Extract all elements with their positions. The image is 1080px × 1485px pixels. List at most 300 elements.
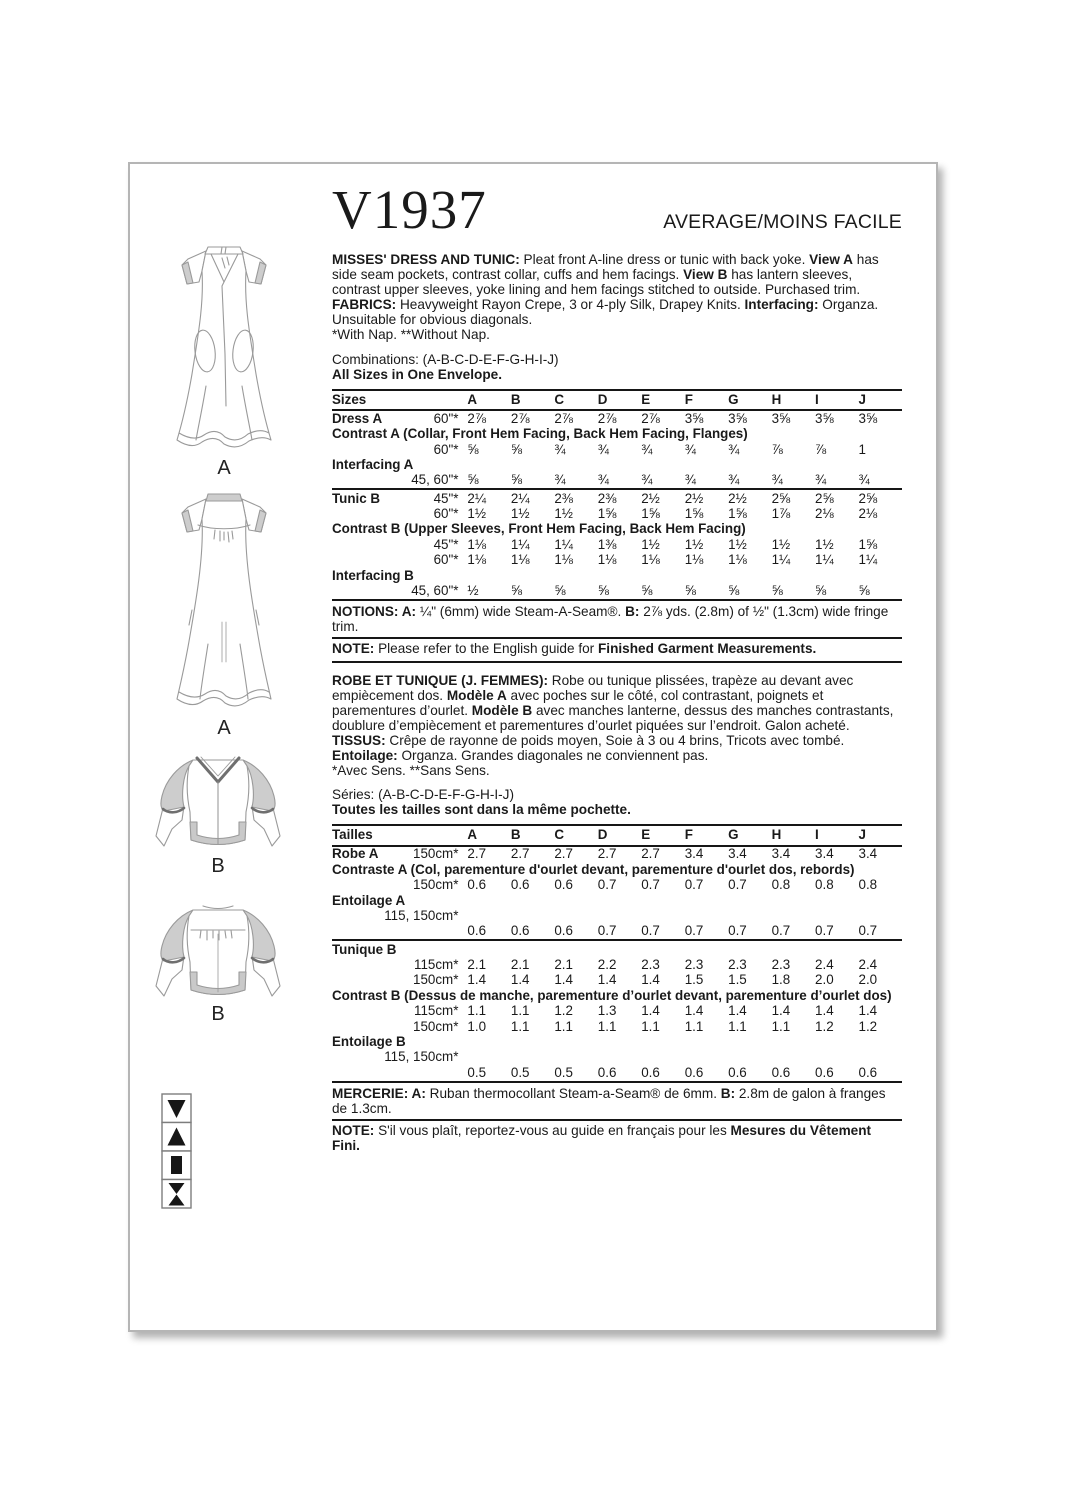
yardage-value bbox=[728, 908, 771, 923]
yardage-value: 2.3 bbox=[641, 957, 660, 973]
row-label-and-width bbox=[332, 553, 467, 567]
rich-text-bold: MISSES' DRESS AND TUNIC: bbox=[332, 252, 524, 267]
yardage-value: 1¼ bbox=[771, 552, 791, 568]
fabric-width: 60"* bbox=[433, 410, 459, 426]
english-notions bbox=[332, 604, 902, 634]
yardage-value: 1.1 bbox=[510, 1018, 530, 1034]
yardage-value: 1¼ bbox=[815, 552, 834, 568]
yardage-value bbox=[554, 908, 597, 923]
yardage-value: 1.4 bbox=[554, 972, 573, 988]
tunic-b-front-illustration bbox=[153, 752, 283, 854]
table-row-label bbox=[332, 1019, 467, 1034]
table-header-size: J bbox=[859, 390, 903, 410]
yardage-value: 0.6 bbox=[771, 1064, 791, 1080]
table-group-label: Entoilage A bbox=[332, 892, 406, 908]
rich-text-bold: NOTIONS: A: bbox=[332, 603, 420, 619]
yardage-value: 1½ bbox=[510, 506, 530, 521]
row-label: Dress A bbox=[332, 410, 383, 426]
table-row bbox=[332, 457, 902, 472]
yardage-value: 0.6 bbox=[728, 1064, 747, 1080]
yardage-value: 1.2 bbox=[858, 1018, 878, 1034]
yardage-value: 1⅝ bbox=[728, 506, 747, 521]
table-row bbox=[332, 583, 902, 599]
yardage-value: ¾ bbox=[641, 472, 653, 488]
yardage-value: 2.0 bbox=[858, 972, 878, 988]
row-label: Robe A bbox=[332, 846, 379, 862]
yardage-value: 1.4 bbox=[815, 1003, 834, 1019]
table-group-label: Interfacing B bbox=[332, 567, 414, 583]
pattern-number: V1937 bbox=[332, 179, 487, 240]
yardage-value: 3⅝ bbox=[858, 410, 878, 426]
yardage-value: 3⅝ bbox=[771, 410, 791, 426]
yardage-value: 0.7 bbox=[771, 923, 791, 939]
table-group-label: Contrast A (Collar, Front Hem Facing, Back Hem Facing, Flanges) bbox=[332, 426, 748, 442]
yardage-value bbox=[511, 908, 554, 923]
fabric-width: 45, 60"* bbox=[411, 472, 459, 488]
yardage-value: 0.5 bbox=[467, 1064, 487, 1080]
rich-text: Organza. Grandes diagonales ne conviennent pas. bbox=[401, 748, 709, 763]
table-group-label: Contrast B (Upper Sleeves, Front Hem Facing, Back Hem Facing) bbox=[332, 521, 746, 537]
yardage-value bbox=[815, 1050, 858, 1065]
rich-text-bold: Modèle A bbox=[446, 687, 507, 703]
yardage-value: 0.8 bbox=[815, 877, 834, 893]
yardage-value: 1½ bbox=[771, 536, 791, 552]
yardage-value: 1¼ bbox=[858, 552, 878, 568]
yardage-value bbox=[772, 908, 815, 923]
yardage-value: 1½ bbox=[684, 536, 704, 552]
yardage-value: 1⅛ bbox=[641, 552, 660, 568]
yardage-value: 1.1 bbox=[771, 1018, 791, 1034]
rich-text-bold: Modèle B bbox=[471, 702, 533, 718]
yardage-value: 1.8 bbox=[771, 972, 791, 988]
fabric-width: 150cm* bbox=[413, 846, 459, 862]
french-yardage-table-slot bbox=[332, 824, 902, 1082]
yardage-value: ¾ bbox=[554, 472, 566, 488]
yardage-value: 0.6 bbox=[510, 923, 530, 939]
yardage-value: 0.8 bbox=[771, 877, 791, 893]
rich-text-bold: FABRICS: bbox=[332, 297, 400, 313]
english-description bbox=[332, 252, 902, 327]
yardage-value: ⅝ bbox=[815, 582, 827, 598]
yardage-value: 2⅝ bbox=[859, 489, 903, 506]
yardage-value: 1.1 bbox=[467, 1003, 487, 1019]
fabric-width: 115, 150cm* bbox=[384, 907, 459, 923]
table-header-size: A bbox=[467, 390, 510, 410]
table-row bbox=[332, 973, 902, 988]
table-header-size: B bbox=[511, 390, 554, 410]
table-header-size: I bbox=[815, 390, 858, 410]
row-label-and-width bbox=[332, 1004, 467, 1018]
yardage-value: 2¼ bbox=[511, 489, 554, 506]
yardage-value: ½ bbox=[467, 582, 479, 598]
yardage-value: 2.3 bbox=[684, 957, 704, 973]
yardage-value: 1½ bbox=[641, 536, 660, 552]
yardage-value bbox=[772, 1050, 815, 1065]
table-header-size: B bbox=[511, 825, 554, 845]
table-group-label: Contrast B (Dessus de manche, parementure d’ourlet devant, parementure d’ourlet dos) bbox=[332, 987, 892, 1003]
yardage-value: 2⅞ bbox=[510, 410, 530, 426]
main-content-column bbox=[332, 179, 902, 1154]
yardage-value: 3.4 bbox=[684, 846, 704, 862]
tunic-b-back-illustration bbox=[153, 902, 283, 1002]
rich-text-bold: Finished Garment Measurements. bbox=[597, 641, 817, 657]
table-header-size: F bbox=[685, 390, 728, 410]
yardage-value: 0.8 bbox=[858, 877, 878, 893]
yardage-value: ⅝ bbox=[510, 582, 523, 598]
table-row bbox=[332, 1034, 902, 1049]
yardage-value: 2⅜ bbox=[554, 489, 597, 506]
yardage-value bbox=[685, 908, 728, 923]
table-header-size: C bbox=[554, 825, 597, 845]
table-group-label: Interfacing A bbox=[332, 456, 414, 472]
yardage-value: 2½ bbox=[685, 489, 728, 506]
french-series: Séries: (A-B-C-D-E-F-G-H-I-J) bbox=[332, 787, 514, 803]
yardage-table bbox=[332, 389, 902, 601]
table-header-size: G bbox=[728, 390, 771, 410]
yardage-value: 1.4 bbox=[771, 1003, 791, 1019]
table-row bbox=[332, 489, 902, 506]
table-row bbox=[332, 568, 902, 583]
yardage-value: 0.6 bbox=[597, 1064, 617, 1080]
yardage-value: 1.4 bbox=[641, 972, 660, 988]
yardage-value: 0.6 bbox=[815, 1064, 834, 1080]
yardage-value: 0.7 bbox=[684, 923, 704, 939]
table-row-label bbox=[332, 489, 467, 506]
rich-text: ¼" (6mm) wide Steam-A-Seam®. bbox=[419, 603, 626, 619]
table-row bbox=[332, 1004, 902, 1019]
yardage-value: 1⅛ bbox=[467, 536, 487, 552]
table-header-size: I bbox=[815, 825, 858, 845]
rich-text: avec manches lanterne, dessus des manches contrastants, doublure d’empiècement et parementures d’ourlet piquées sur l’endroit. Galon acheté. bbox=[332, 702, 894, 733]
cutting-layout-symbols bbox=[160, 1093, 192, 1210]
yardage-value: ⅝ bbox=[641, 582, 653, 598]
yardage-value bbox=[467, 1050, 510, 1065]
english-note bbox=[332, 637, 902, 657]
yardage-value: 1⅛ bbox=[684, 552, 704, 568]
yardage-value: 2½ bbox=[728, 489, 771, 506]
yardage-value: 2⅞ bbox=[554, 410, 573, 426]
table-row-label bbox=[332, 442, 467, 457]
pattern-envelope-back-page bbox=[128, 162, 938, 1332]
row-label-and-width bbox=[332, 1050, 467, 1064]
yardage-value: 1.2 bbox=[554, 1003, 573, 1019]
table-group-label: Entoilage B bbox=[332, 1033, 406, 1049]
yardage-value: 2.4 bbox=[815, 957, 834, 973]
english-combinations: Combinations: (A-B-C-D-E-F-G-H-I-J) bbox=[332, 351, 559, 367]
yardage-value: 2⅝ bbox=[772, 489, 815, 506]
header-row bbox=[332, 179, 902, 240]
yardage-value: 2.7 bbox=[467, 846, 487, 862]
table-row-label bbox=[332, 583, 467, 599]
fabric-width: 150cm* bbox=[413, 1018, 459, 1034]
row-label-and-width bbox=[332, 973, 467, 987]
table-row-label bbox=[332, 1050, 467, 1065]
yardage-value: ⅝ bbox=[858, 582, 870, 598]
rich-text-bold: Mesures du Vêtement Fini. bbox=[332, 1123, 872, 1154]
yardage-value: 0.7 bbox=[597, 877, 617, 893]
yardage-value: 2.4 bbox=[858, 957, 878, 973]
yardage-value: 0.5 bbox=[510, 1064, 530, 1080]
french-section bbox=[332, 661, 902, 1154]
rich-text-bold: View A bbox=[809, 252, 853, 267]
rich-text: 2.8m de galon à franges de 1.3cm. bbox=[332, 1085, 886, 1116]
yardage-value: 2⅞ bbox=[467, 410, 487, 426]
table-header-size: J bbox=[859, 825, 903, 845]
fabric-width: 45"* bbox=[433, 536, 459, 552]
rich-text-bold: NOTE: bbox=[332, 641, 379, 657]
rich-text-bold: B: bbox=[625, 603, 644, 619]
table-header-size: D bbox=[598, 825, 641, 845]
row-label-and-width bbox=[332, 538, 467, 552]
table-row-label bbox=[332, 473, 467, 489]
table-row-label bbox=[332, 506, 467, 521]
table-row-label bbox=[332, 1065, 467, 1081]
table-row-label bbox=[332, 537, 467, 552]
table-row bbox=[332, 506, 902, 521]
rich-text: 2⅞ yds. (2.8m) of ½" (1.3cm) wide fringe trim. bbox=[332, 603, 889, 634]
rich-text: S'il vous plaît, reportez-vous au guide en français pour les bbox=[378, 1123, 731, 1139]
yardage-value: ⅝ bbox=[771, 582, 783, 598]
row-label-and-width bbox=[332, 909, 467, 923]
table-row-label bbox=[332, 410, 467, 426]
table-header-size: G bbox=[728, 825, 771, 845]
english-yardage-table-slot bbox=[332, 389, 902, 601]
yardage-value: ¾ bbox=[641, 441, 653, 457]
yardage-value bbox=[859, 908, 903, 923]
yardage-value bbox=[641, 1050, 684, 1065]
table-header-size: H bbox=[772, 390, 815, 410]
figure-label: B bbox=[211, 855, 225, 877]
yardage-value: ¾ bbox=[684, 441, 696, 457]
row-label-and-width bbox=[332, 1020, 467, 1034]
table-row-label bbox=[332, 973, 467, 988]
difficulty-rating: AVERAGE/MOINS FACILE bbox=[663, 211, 902, 233]
row-label-and-width bbox=[332, 507, 467, 521]
yardage-value: 1.5 bbox=[728, 972, 747, 988]
row-label-and-width bbox=[332, 492, 467, 506]
rich-text: Heavyweight Rayon Crepe, 3 or 4-ply Silk, Drapey Knits. bbox=[399, 297, 745, 313]
yardage-value: 0.7 bbox=[858, 923, 878, 939]
yardage-value: ⅝ bbox=[684, 582, 696, 598]
yardage-value: 2.2 bbox=[597, 957, 617, 973]
yardage-value: 1¼ bbox=[510, 536, 530, 552]
table-header-row bbox=[332, 825, 902, 845]
yardage-value: 2.7 bbox=[597, 846, 617, 862]
row-label-and-width bbox=[332, 847, 467, 861]
table-group-label: Contraste A (Col, parementure d'ourlet devant, parementure d'ourlet dos, rebords) bbox=[332, 861, 855, 877]
yardage-value: 1⅝ bbox=[597, 506, 617, 521]
yardage-value: 1½ bbox=[554, 506, 573, 521]
yardage-value: 0.6 bbox=[684, 1064, 704, 1080]
table-group-label: Tunique B bbox=[332, 940, 902, 957]
table-header-size: E bbox=[641, 390, 684, 410]
yardage-value bbox=[641, 908, 684, 923]
rich-text-bold: B: bbox=[720, 1085, 739, 1101]
english-nap-note: *With Nap. **Without Nap. bbox=[332, 327, 490, 343]
fabric-width: 115, 150cm* bbox=[384, 1049, 459, 1065]
table-row bbox=[332, 473, 902, 489]
french-description bbox=[332, 673, 902, 764]
french-mercerie bbox=[332, 1086, 902, 1116]
yardage-value: 1 bbox=[858, 441, 866, 457]
yardage-value: 3⅝ bbox=[684, 410, 704, 426]
yardage-value: 1½ bbox=[728, 536, 747, 552]
square-symbol bbox=[171, 1156, 182, 1174]
yardage-value: 1.1 bbox=[597, 1018, 617, 1034]
figure-tunic-b-front bbox=[152, 752, 284, 876]
yardage-value: 2⅞ bbox=[641, 410, 660, 426]
yardage-value: 1⅞ bbox=[771, 506, 791, 521]
yardage-value: ⅝ bbox=[554, 582, 566, 598]
yardage-value: 0.7 bbox=[684, 877, 704, 893]
rich-text: Ruban thermocollant Steam-a-Seam® de 6mm. bbox=[429, 1085, 721, 1101]
yardage-value: 2½ bbox=[641, 489, 684, 506]
yardage-value: 2.1 bbox=[554, 957, 573, 973]
table-row-label bbox=[332, 1004, 467, 1019]
table-row bbox=[332, 893, 902, 908]
yardage-value: 1.0 bbox=[467, 1018, 487, 1034]
rich-text: Robe ou tunique plissées, trapèze au devant avec empiècement dos. bbox=[332, 672, 854, 703]
row-label: Tunic B bbox=[332, 490, 381, 506]
row-label-and-width bbox=[332, 443, 467, 457]
yardage-value: 1.1 bbox=[510, 1003, 530, 1019]
row-label-and-width bbox=[332, 878, 467, 892]
yardage-value: ⅞ bbox=[771, 441, 783, 457]
table-header-size: A bbox=[467, 825, 510, 845]
figure-label: A bbox=[217, 457, 231, 479]
yardage-value: 1½ bbox=[815, 536, 834, 552]
rich-text: Pleat front A-line dress or tunic with back yoke. bbox=[523, 252, 810, 267]
yardage-value: 2⅝ bbox=[815, 489, 858, 506]
yardage-table bbox=[332, 824, 902, 1082]
table-row bbox=[332, 427, 902, 442]
yardage-value: ¾ bbox=[815, 472, 827, 488]
table-row bbox=[332, 553, 902, 568]
yardage-value: 2⅛ bbox=[858, 506, 878, 521]
rich-text-bold: Entoilage: bbox=[332, 748, 402, 763]
yardage-value bbox=[598, 1050, 641, 1065]
rich-text: has lantern sleeves, contrast upper sleeves, yoke lining and hem facings stitched to outside. Purchased trim. bbox=[332, 267, 861, 298]
yardage-value: 0.7 bbox=[728, 877, 747, 893]
rich-text-bold: View B bbox=[683, 267, 728, 283]
fabric-width: 150cm* bbox=[413, 877, 459, 893]
figure-label: B bbox=[211, 1003, 225, 1025]
yardage-value: 1.5 bbox=[684, 972, 704, 988]
rich-text-bold: NOTE: bbox=[332, 1123, 379, 1139]
yardage-value: 1.4 bbox=[684, 1003, 704, 1019]
table-header-size: C bbox=[554, 390, 597, 410]
yardage-value: 1⅝ bbox=[858, 536, 878, 552]
yardage-value bbox=[598, 908, 641, 923]
yardage-value: ¾ bbox=[597, 472, 609, 488]
yardage-value: 1⅛ bbox=[597, 552, 617, 568]
row-label-and-width bbox=[332, 412, 467, 426]
fabric-width: 115cm* bbox=[414, 957, 459, 973]
yardage-value: 1.4 bbox=[641, 1003, 660, 1019]
yardage-value bbox=[815, 908, 858, 923]
yardage-value: 1⅝ bbox=[641, 506, 660, 521]
row-label-and-width bbox=[332, 958, 467, 972]
table-row bbox=[332, 924, 902, 940]
yardage-value bbox=[728, 1050, 771, 1065]
yardage-value: 1.3 bbox=[597, 1003, 617, 1019]
rich-text-bold: MERCERIE: A: bbox=[332, 1085, 430, 1101]
yardage-value: 0.6 bbox=[467, 877, 487, 893]
table-row-label bbox=[332, 908, 467, 923]
yardage-value: 1.4 bbox=[728, 1003, 747, 1019]
yardage-value: 1⅜ bbox=[597, 536, 617, 552]
table-header-row bbox=[332, 390, 902, 410]
rich-text-bold: TISSUS: bbox=[332, 732, 390, 748]
yardage-value: ⅝ bbox=[728, 582, 740, 598]
table-header-label: Tailles bbox=[332, 825, 467, 845]
row-label-and-width bbox=[332, 584, 467, 598]
yardage-value: ⅝ bbox=[510, 472, 523, 488]
rich-text: Please refer to the English guide for bbox=[378, 641, 598, 657]
table-row bbox=[332, 1065, 902, 1081]
table-row bbox=[332, 940, 902, 957]
table-row bbox=[332, 908, 902, 923]
yardage-value: 2.1 bbox=[510, 957, 530, 973]
table-row-label bbox=[332, 846, 467, 862]
yardage-value: 1⅝ bbox=[684, 506, 704, 521]
fabric-width: 60"* bbox=[433, 441, 459, 457]
yardage-value: 3⅝ bbox=[815, 410, 834, 426]
table-row bbox=[332, 846, 902, 862]
yardage-value: 2¼ bbox=[467, 489, 510, 506]
yardage-value: ¾ bbox=[684, 472, 696, 488]
yardage-value: 1.1 bbox=[728, 1018, 747, 1034]
yardage-value: ¾ bbox=[554, 441, 566, 457]
yardage-value: 1.1 bbox=[641, 1018, 660, 1034]
yardage-value: 1.1 bbox=[554, 1018, 573, 1034]
fabric-width: 45, 60"* bbox=[411, 582, 459, 598]
yardage-value: 1.4 bbox=[858, 1003, 878, 1019]
cutting-layout-symbols-icon-strip bbox=[161, 1093, 192, 1210]
yardage-value: 1.4 bbox=[510, 972, 530, 988]
yardage-value: 0.7 bbox=[728, 923, 747, 939]
fabric-width: 45"* bbox=[433, 490, 459, 506]
yardage-value: 1½ bbox=[467, 506, 487, 521]
english-all-sizes: All Sizes in One Envelope. bbox=[332, 366, 502, 382]
yardage-value bbox=[554, 1050, 597, 1065]
rich-text-bold: ROBE ET TUNIQUE (J. FEMMES): bbox=[332, 672, 552, 688]
rich-text: avec poches sur le côté, col contrastant, poignets et parementures d’ourlet. bbox=[332, 687, 824, 718]
yardage-value: ⅝ bbox=[467, 441, 479, 457]
figure-tunic-b-back bbox=[152, 902, 284, 1024]
yardage-value: ⅞ bbox=[815, 441, 827, 457]
yardage-value: 0.7 bbox=[641, 923, 660, 939]
table-row bbox=[332, 537, 902, 552]
yardage-value: ⅝ bbox=[467, 472, 479, 488]
yardage-value: ⅝ bbox=[510, 441, 523, 457]
yardage-value: 2.7 bbox=[554, 846, 573, 862]
yardage-value: 0.7 bbox=[815, 923, 834, 939]
yardage-value: ⅝ bbox=[597, 582, 609, 598]
yardage-value: 1.1 bbox=[684, 1018, 704, 1034]
yardage-value: 1.4 bbox=[597, 972, 617, 988]
rich-text: Organza. Unsuitable for obvious diagonals. bbox=[332, 297, 879, 328]
yardage-value: 0.6 bbox=[554, 877, 573, 893]
yardage-value: 2.3 bbox=[728, 957, 747, 973]
table-row bbox=[332, 410, 902, 426]
yardage-value: 0.6 bbox=[858, 1064, 878, 1080]
yardage-value: 0.6 bbox=[641, 1064, 660, 1080]
fabric-width: 60"* bbox=[433, 506, 459, 521]
yardage-value: ¾ bbox=[728, 472, 740, 488]
yardage-value: 2⅜ bbox=[598, 489, 641, 506]
yardage-value: 3.4 bbox=[728, 846, 747, 862]
